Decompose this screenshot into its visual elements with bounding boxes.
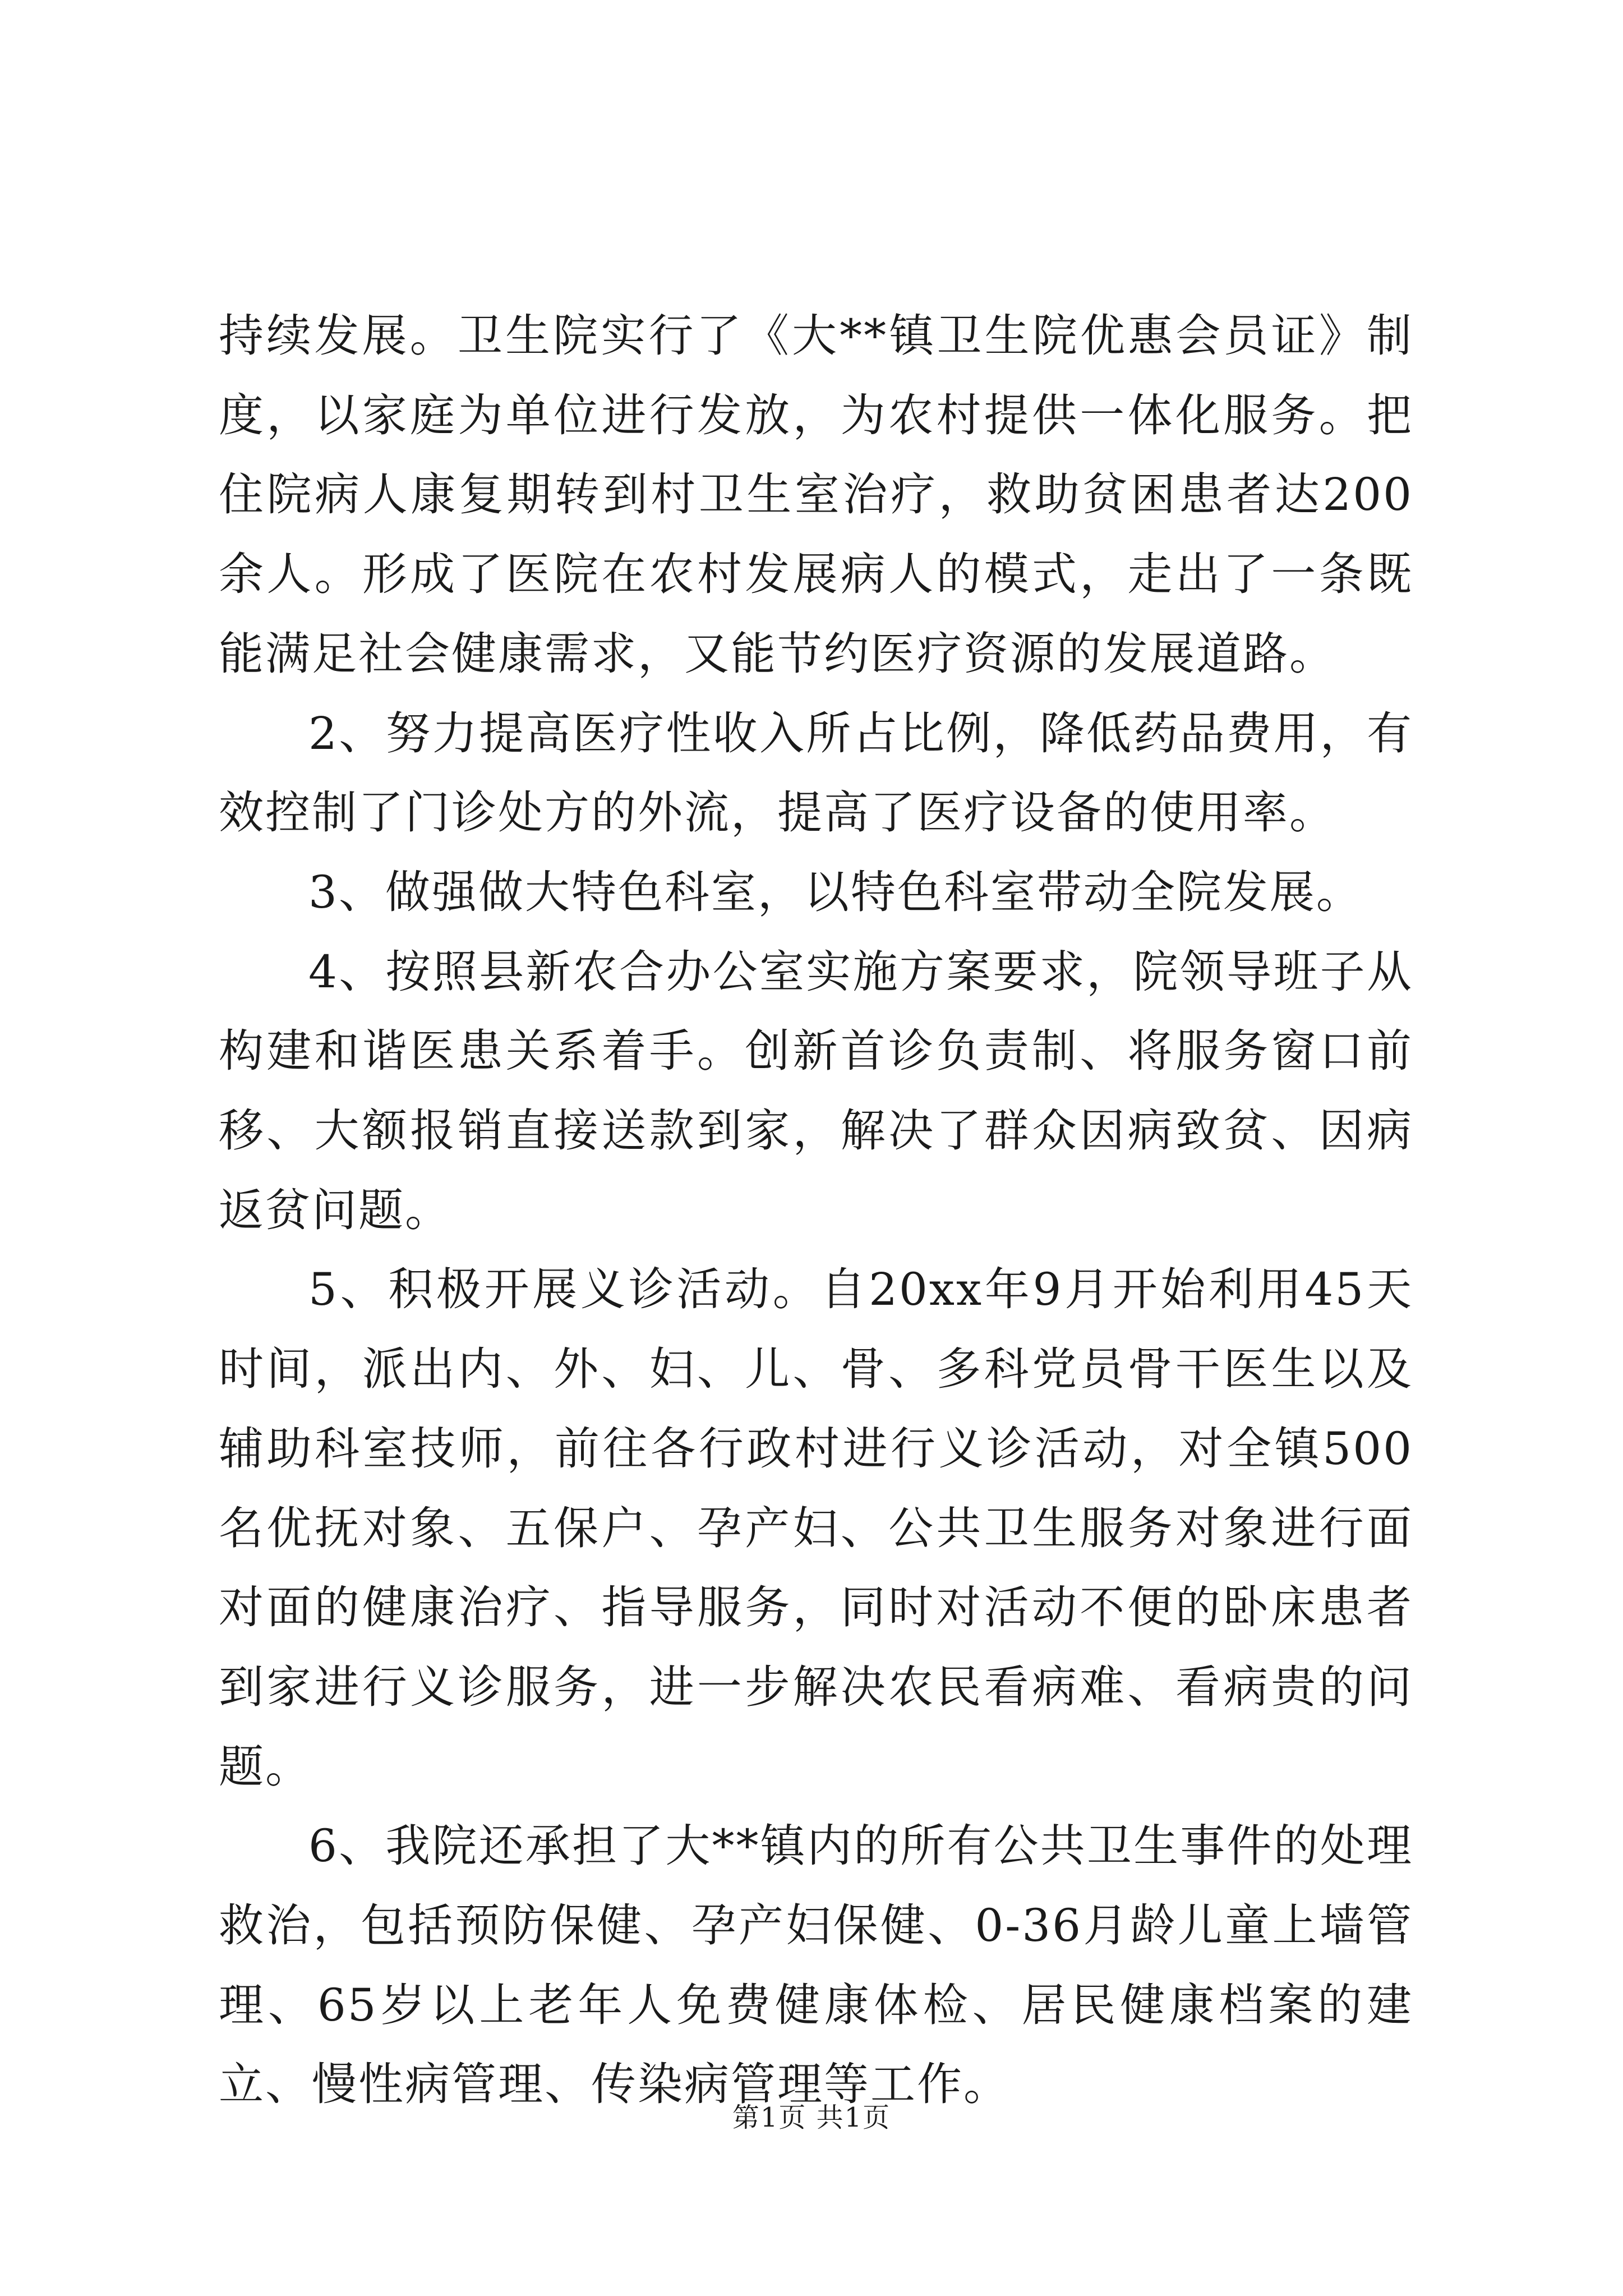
paragraph-item-4: 4、按照县新农合办公室实施方案要求，院领导班子从构建和谐医患关系着手。创新首诊负责制、将服务窗口前移、大额报销直接送款到家，解决了群众因病致贫、因病返贫问题。 [219, 945, 1413, 1236]
paragraph-item-5: 5、积极开展义诊活动。自20xx年9月开始利用45天时间，派出内、外、妇、儿、骨、多科党员骨干医生以及辅助科室技师，前往各行政村进行义诊活动，对全镇500名优抚对象、五保户、孕产妇、公共卫生服务对象进行面对面的健康治疗、指导服务，同时对活动不便的卧床患者到家进行义诊服务，进一步解决农民看病难、看病贵的问题。 [219, 1263, 1413, 1793]
document-body [219, 296, 1413, 2124]
paragraph-item-3: 3、做强做大特色科室，以特色科室带动全院发展。 [308, 866, 1363, 918]
paragraph-continuation: 持续发展。卫生院实行了《大**镇卫生院优惠会员证》制度，以家庭为单位进行发放，为农村提供一体化服务。把住院病人康复期转到村卫生室治疗，救助贫困患者达200余人。形成了医院在农村发展病人的模式，走出了一条既能满足社会健康需求，又能节约医疗资源的发展道路。 [219, 310, 1413, 680]
page-footer: 第1页 共1页 [732, 2102, 891, 2133]
paragraph-item-2: 2、努力提高医疗性收入所占比例，降低药品费用，有效控制了门诊处方的外流，提高了医疗设备的使用率。 [219, 707, 1413, 839]
paragraph-item-6: 6、我院还承担了大**镇内的所有公共卫生事件的处理救治，包括预防保健、孕产妇保健、0-36月龄儿童上墙管理、65岁以上老年人免费健康体检、居民健康档案的建立、慢性病管理、传染病管理等工作。 [219, 1820, 1413, 2111]
